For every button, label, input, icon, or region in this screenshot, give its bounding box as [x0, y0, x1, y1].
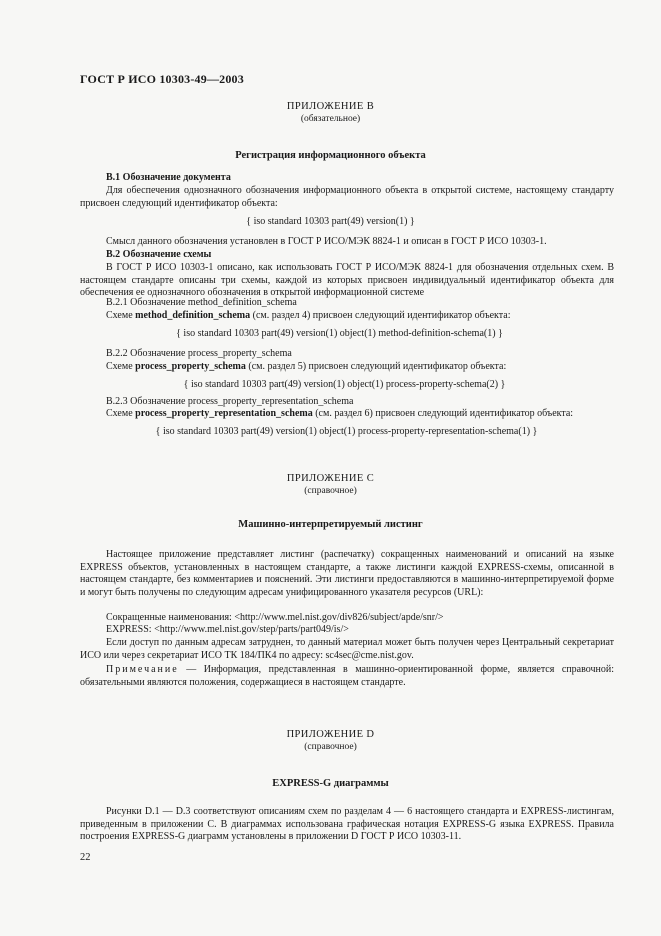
b23-title: B.2.3 Обозначение process_property_representation_schema	[106, 396, 354, 407]
b21-prefix: Схеме	[106, 310, 136, 321]
standard-header: ГОСТ Р ИСО 10303-49—2003	[80, 72, 244, 86]
b1-meaning: Смысл данного обозначения установлен в ГОСТ Р ИСО/МЭК 8824-1 и описан в ГОСТ Р ИСО 10303-1.	[106, 236, 547, 247]
b22-identifier: { iso standard 10303 part(49) version(1) object(1) process-property-schema(2) }	[183, 379, 506, 390]
b22-schema-name: process_property_schema	[135, 361, 246, 372]
express-url: EXPRESS: <http://www.mel.nist.gov/step/parts/part049/is/>	[106, 624, 349, 635]
b1-title: B.1 Обозначение документа	[106, 172, 231, 183]
appendix-c-heading: Машинно-интерпретируемый листинг	[238, 519, 423, 530]
short-names-url: Сокращенные наименования: <http://www.mel.nist.gov/div826/subject/apde/snr/>	[106, 612, 444, 623]
b22-prefix: Схеме	[106, 361, 136, 372]
appendix-c-intro: Настоящее приложение представляет листинг (распечатку) сокращенных наименований и описаний на языке EXPRESS объектов, установленных в настоящем стандарте, а также листинги каждой EXPRESS-схемы, описанной в настоящем стандарте, без комментариев и пояснений. Эти листинги предоставляются в машинно-интерпретируемой форме и могут быть получены по следующим адресам унифицированного указателя ресурсов (URL):	[80, 549, 614, 598]
b21-suffix: (см. раздел 4) присвоен следующий идентификатор объекта:	[250, 310, 511, 321]
b23-schema-name: process_property_representation_schema	[135, 408, 313, 419]
appendix-c-note	[80, 664, 614, 689]
appendix-b-heading: Регистрация информационного объекта	[235, 150, 426, 161]
appendix-b-status: (обязательное)	[300, 114, 361, 124]
page-number: 22	[80, 852, 91, 863]
b23-suffix: (см. раздел 6) присвоен следующий идентификатор объекта:	[312, 408, 574, 419]
appendix-d-status: (справочное)	[304, 742, 357, 752]
b2-text: В ГОСТ Р ИСО 10303-1 описано, как использовать ГОСТ Р ИСО/МЭК 8824-1 для обозначения отдельных схем. В настоящем стандарте описаны три схемы, каждой из которых присвоен индивидуальный идентификатор объекта для обеспечения ее однозначного обозначения в открытой информационной системе	[80, 262, 614, 299]
b22-suffix: (см. раздел 5) присвоен следующий идентификатор объекта:	[245, 361, 507, 372]
b22-title: B.2.2 Обозначение process_property_schema	[106, 348, 292, 359]
appendix-c-status: (справочное)	[304, 486, 357, 496]
b23-line	[106, 408, 573, 421]
b22-line	[106, 361, 506, 374]
b1-identifier: { iso standard 10303 part(49) version(1) }	[246, 216, 415, 227]
note-label: Примечание	[106, 664, 179, 675]
b21-title: B.2.1 Обозначение method_definition_schema	[106, 297, 297, 308]
appendix-d-text: Рисунки D.1 — D.3 соответствуют описаниям схем по разделам 4 — 6 настоящего стандарта и EXPRESS-листингам, приведенным в приложении C. В диаграммах использована графическая нотация EXPRESS-G языка EXPRESS. Правила построения EXPRESS-G диаграмм установлены в приложении D ГОСТ Р ИСО 10303-11.	[80, 806, 614, 843]
access-text: Если доступ по данным адресам затруднен, то данный материал может быть получен через Центральный секретариат ИСО или через секретариат ИСО ТК 184/ПК4 по адресу: sc4sec@cme.nist.gov.	[80, 637, 614, 661]
b1-text: Для обеспечения однозначного обозначения информационного объекта в открытой системе, настоящему стандарту присвоен следующий идентификатор объекта:	[80, 185, 614, 209]
appendix-b-title: ПРИЛОЖЕНИЕ B	[286, 101, 375, 112]
appendix-d-title: ПРИЛОЖЕНИЕ D	[286, 729, 375, 740]
note-text: — Информация, представленная в машинно-ориентированной форме, является справочной: обязательными являются положения, содержащиеся в настоящем стандарте.	[80, 664, 614, 688]
b23-prefix: Схеме	[106, 408, 136, 419]
appendix-c-title: ПРИЛОЖЕНИЕ C	[286, 473, 375, 484]
appendix-d-heading: EXPRESS-G диаграммы	[272, 778, 389, 789]
b21-identifier: { iso standard 10303 part(49) version(1) object(1) method-definition-schema(1) }	[176, 328, 503, 339]
b2-title: B.2 Обозначение схемы	[106, 249, 212, 260]
b21-schema-name: method_definition_schema	[135, 310, 251, 321]
b21-line	[106, 310, 511, 323]
b23-identifier: { iso standard 10303 part(49) version(1) object(1) process-property-representation-schema(1) }	[155, 426, 538, 437]
